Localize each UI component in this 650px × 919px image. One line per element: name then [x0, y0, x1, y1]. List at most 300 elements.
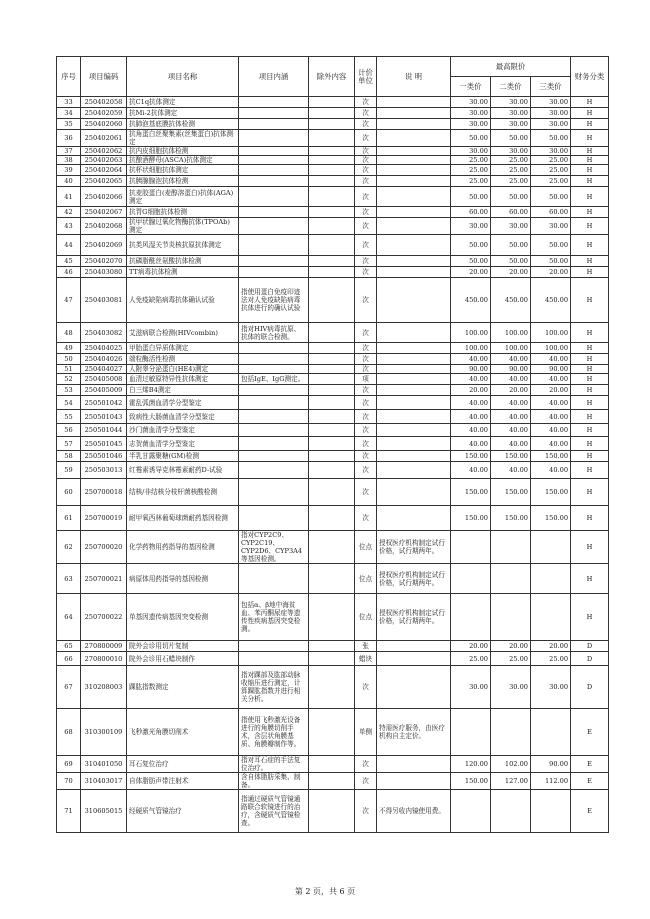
table-row	[57, 176, 609, 187]
row-price-class1: 40.00	[451, 437, 491, 451]
row-notes	[377, 506, 451, 531]
row-code: 310401050	[81, 756, 127, 773]
row-content	[239, 218, 309, 235]
row-exclusions	[309, 147, 355, 156]
row-exclusions	[309, 365, 355, 374]
row-content	[239, 130, 309, 147]
row-name: 抗磷脂酰丝氨酸抗体检测	[127, 256, 239, 267]
row-seq: 66	[57, 652, 81, 666]
row-exclusions	[309, 709, 355, 756]
header-content: 项目内涵	[239, 57, 309, 97]
table-row	[57, 374, 609, 385]
row-price-class1	[451, 564, 491, 594]
row-code: 250402065	[81, 176, 127, 187]
row-price-class3: 50.00	[531, 256, 571, 267]
row-exclusions	[309, 187, 355, 207]
row-code: 250402066	[81, 187, 127, 207]
row-notes	[377, 652, 451, 666]
row-seq: 69	[57, 756, 81, 773]
row-price-class2: 102.00	[491, 756, 531, 773]
row-notes	[377, 256, 451, 267]
row-unit: 次	[355, 479, 377, 506]
row-unit: 次	[355, 130, 377, 147]
row-exclusions	[309, 652, 355, 666]
row-code: 250404026	[81, 354, 127, 365]
table-row	[57, 506, 609, 531]
row-name: 经硬质气管镜治疗	[127, 790, 239, 833]
table-row	[57, 256, 609, 267]
row-content	[239, 424, 309, 437]
row-name: 艾滋病联合检测(HIVcombin)	[127, 323, 239, 343]
row-price-class3: 40.00	[531, 396, 571, 410]
row-price-class1	[451, 594, 491, 641]
row-name: TT病毒抗体检测	[127, 267, 239, 278]
row-seq: 51	[57, 365, 81, 374]
row-price-class3: 50.00	[531, 187, 571, 207]
row-name: 白三烯B4测定	[127, 385, 239, 396]
row-finance-category: H	[571, 165, 609, 176]
row-name: 抗胃G细胞抗体检测	[127, 207, 239, 218]
row-price-class2: 25.00	[491, 156, 531, 165]
row-price-class3	[531, 790, 571, 833]
row-price-class1: 100.00	[451, 323, 491, 343]
table-row	[57, 652, 609, 666]
header-finance-category: 财务分类	[571, 57, 609, 97]
table-row	[57, 343, 609, 354]
row-price-class1: 30.00	[451, 108, 491, 119]
row-price-class1: 30.00	[451, 119, 491, 130]
row-exclusions	[309, 790, 355, 833]
row-content: 指对HIV病毒抗原、抗体的联合检测。	[239, 323, 309, 343]
row-price-class3: 30.00	[531, 97, 571, 108]
row-content: 包括IgE、IgG测定。	[239, 374, 309, 385]
row-name: 化学药物用药指导的基因检测	[127, 531, 239, 564]
row-finance-category: H	[571, 147, 609, 156]
row-code: 250402060	[81, 119, 127, 130]
row-price-class2: 127.00	[491, 773, 531, 790]
row-code: 270800010	[81, 652, 127, 666]
row-price-class3: 50.00	[531, 235, 571, 256]
row-content	[239, 267, 309, 278]
row-exclusions	[309, 666, 355, 709]
row-name: 沙门菌血清学分型鉴定	[127, 424, 239, 437]
row-code: 250402059	[81, 108, 127, 119]
row-price-class3: 150.00	[531, 451, 571, 462]
table-row	[57, 564, 609, 594]
row-exclusions	[309, 235, 355, 256]
row-unit: 次	[355, 790, 377, 833]
row-code: 250700020	[81, 531, 127, 564]
row-exclusions	[309, 756, 355, 773]
row-seq: 63	[57, 564, 81, 594]
row-notes	[377, 424, 451, 437]
row-price-class1	[451, 531, 491, 564]
table-row	[57, 594, 609, 641]
row-code: 250403080	[81, 267, 127, 278]
row-price-class1: 50.00	[451, 130, 491, 147]
table-row	[57, 410, 609, 424]
price-table	[56, 56, 609, 833]
row-price-class2: 60.00	[491, 207, 531, 218]
row-price-class3: 40.00	[531, 437, 571, 451]
row-notes	[377, 773, 451, 790]
table-row	[57, 323, 609, 343]
row-price-class2	[491, 790, 531, 833]
table-row	[57, 462, 609, 479]
row-content	[239, 479, 309, 506]
row-price-class2: 30.00	[491, 108, 531, 119]
row-price-class1: 40.00	[451, 424, 491, 437]
row-finance-category: H	[571, 156, 609, 165]
table-row	[57, 119, 609, 130]
row-price-class2: 100.00	[491, 343, 531, 354]
table-body	[57, 97, 609, 833]
row-notes	[377, 130, 451, 147]
row-price-class2: 450.00	[491, 278, 531, 323]
row-exclusions	[309, 130, 355, 147]
row-code: 250402070	[81, 256, 127, 267]
row-price-class3: 90.00	[531, 756, 571, 773]
row-seq: 42	[57, 207, 81, 218]
row-finance-category: H	[571, 506, 609, 531]
row-name: 抗C1q抗体测定	[127, 97, 239, 108]
row-seq: 65	[57, 641, 81, 652]
row-seq: 39	[57, 165, 81, 176]
row-price-class3: 150.00	[531, 479, 571, 506]
row-name: 端粒酶活性检测	[127, 354, 239, 365]
row-code: 250402062	[81, 147, 127, 156]
row-code: 250501044	[81, 424, 127, 437]
row-price-class3	[531, 709, 571, 756]
row-unit: 次	[355, 235, 377, 256]
row-exclusions	[309, 343, 355, 354]
row-seq: 35	[57, 119, 81, 130]
row-finance-category: E	[571, 790, 609, 833]
row-exclusions	[309, 641, 355, 652]
row-price-class3: 25.00	[531, 156, 571, 165]
row-content	[239, 410, 309, 424]
row-finance-category: H	[571, 374, 609, 385]
table-row	[57, 165, 609, 176]
row-seq: 70	[57, 773, 81, 790]
row-name: 志贺菌血清学分型鉴定	[127, 437, 239, 451]
table-row	[57, 130, 609, 147]
row-content: 指对踝部及肱部动脉收缩压进行测定，计算踝肱指数并进行相关分析。	[239, 666, 309, 709]
row-exclusions	[309, 773, 355, 790]
row-content: 指对CYP2C9、CYP2C19、CYP2D6、CYP3A4等基因检测。	[239, 531, 309, 564]
row-content	[239, 385, 309, 396]
row-notes	[377, 385, 451, 396]
row-code: 250501043	[81, 410, 127, 424]
row-seq: 61	[57, 506, 81, 531]
row-notes	[377, 410, 451, 424]
row-content	[239, 147, 309, 156]
row-code: 250402061	[81, 130, 127, 147]
row-code: 250405008	[81, 374, 127, 385]
row-price-class1: 30.00	[451, 218, 491, 235]
row-exclusions	[309, 108, 355, 119]
row-seq: 60	[57, 479, 81, 506]
row-finance-category: H	[571, 256, 609, 267]
table-row	[57, 207, 609, 218]
row-price-class2: 40.00	[491, 354, 531, 365]
table-row	[57, 396, 609, 410]
row-name: 抗内皮细胞抗体检测	[127, 147, 239, 156]
row-seq: 49	[57, 343, 81, 354]
row-notes: 不得另收内镜使用费。	[377, 790, 451, 833]
row-content	[239, 641, 309, 652]
row-price-class3: 30.00	[531, 108, 571, 119]
row-exclusions	[309, 374, 355, 385]
row-name: 院外会诊用石蜡块制作	[127, 652, 239, 666]
table-row	[57, 709, 609, 756]
row-name: 院外会诊用切片复制	[127, 641, 239, 652]
row-price-class3: 20.00	[531, 267, 571, 278]
row-name: 耳石复位治疗	[127, 756, 239, 773]
table-row	[57, 790, 609, 833]
row-name: 甲胎蛋白异质体测定	[127, 343, 239, 354]
row-finance-category: H	[571, 354, 609, 365]
row-unit: 次	[355, 385, 377, 396]
row-notes	[377, 207, 451, 218]
row-price-class1: 30.00	[451, 666, 491, 709]
row-price-class3: 60.00	[531, 207, 571, 218]
row-price-class2: 20.00	[491, 641, 531, 652]
row-notes	[377, 641, 451, 652]
row-content: 含自体脂肪采集、制备。	[239, 773, 309, 790]
row-unit: 次	[355, 506, 377, 531]
row-price-class1: 90.00	[451, 365, 491, 374]
row-notes	[377, 666, 451, 709]
row-unit: 次	[355, 218, 377, 235]
row-price-class1: 150.00	[451, 451, 491, 462]
row-exclusions	[309, 451, 355, 462]
row-unit: 次	[355, 462, 377, 479]
row-content: 指对耳石症的手法复位治疗。	[239, 756, 309, 773]
row-name: 抗胰腺腺泡抗体检测	[127, 176, 239, 187]
row-name: 霍乱弧菌血清学分型鉴定	[127, 396, 239, 410]
table-row	[57, 108, 609, 119]
row-price-class2: 40.00	[491, 437, 531, 451]
row-exclusions	[309, 207, 355, 218]
row-name: 抗杯状细胞抗体测定	[127, 165, 239, 176]
table-row	[57, 187, 609, 207]
row-finance-category: H	[571, 594, 609, 641]
row-code: 250501046	[81, 451, 127, 462]
row-name: 结核/非结核分枝杆菌核酸检测	[127, 479, 239, 506]
row-seq: 71	[57, 790, 81, 833]
table-row	[57, 424, 609, 437]
row-code: 310605015	[81, 790, 127, 833]
row-price-class2: 50.00	[491, 235, 531, 256]
row-seq: 58	[57, 451, 81, 462]
row-price-class3: 50.00	[531, 130, 571, 147]
row-code: 250501042	[81, 396, 127, 410]
row-finance-category: H	[571, 396, 609, 410]
row-price-class1: 40.00	[451, 374, 491, 385]
row-unit: 次	[355, 756, 377, 773]
row-price-class1: 25.00	[451, 156, 491, 165]
row-price-class1: 120.00	[451, 756, 491, 773]
row-price-class1: 40.00	[451, 354, 491, 365]
row-code: 270800009	[81, 641, 127, 652]
row-exclusions	[309, 564, 355, 594]
row-notes: 特需医疗服务，由医疗机构自主定价。	[377, 709, 451, 756]
row-finance-category: D	[571, 641, 609, 652]
row-finance-category: H	[571, 410, 609, 424]
row-exclusions	[309, 278, 355, 323]
row-finance-category: H	[571, 267, 609, 278]
table-row	[57, 451, 609, 462]
row-content	[239, 437, 309, 451]
row-price-class2: 150.00	[491, 479, 531, 506]
row-unit: 次	[355, 773, 377, 790]
row-exclusions	[309, 97, 355, 108]
row-price-class3: 100.00	[531, 323, 571, 343]
row-price-class1: 40.00	[451, 396, 491, 410]
row-price-class2	[491, 531, 531, 564]
row-price-class1	[451, 790, 491, 833]
row-price-class3: 40.00	[531, 354, 571, 365]
row-name: 人附睾分泌蛋白(HE4)测定	[127, 365, 239, 374]
row-content	[239, 119, 309, 130]
row-price-class3: 30.00	[531, 666, 571, 709]
row-exclusions	[309, 479, 355, 506]
row-code: 250402058	[81, 97, 127, 108]
row-seq: 64	[57, 594, 81, 641]
row-notes	[377, 187, 451, 207]
row-seq: 37	[57, 147, 81, 156]
row-code: 250403081	[81, 278, 127, 323]
row-price-class3: 40.00	[531, 462, 571, 479]
row-notes	[377, 343, 451, 354]
row-price-class3: 112.00	[531, 773, 571, 790]
row-price-class2: 20.00	[491, 385, 531, 396]
row-name: 抗肺泡基底膜抗体检测	[127, 119, 239, 130]
row-code: 250402064	[81, 165, 127, 176]
header-code: 项目编码	[81, 57, 127, 97]
row-code: 250402068	[81, 218, 127, 235]
row-price-class1: 20.00	[451, 641, 491, 652]
row-price-class3	[531, 594, 571, 641]
row-finance-category: H	[571, 462, 609, 479]
row-seq: 34	[57, 108, 81, 119]
row-price-class3: 450.00	[531, 278, 571, 323]
row-name: 半乳甘露聚糖(GM)检测	[127, 451, 239, 462]
row-finance-category: H	[571, 176, 609, 187]
row-content: 指使用飞秒激光设备进行的角膜切削手术，含层状角膜基质、角膜瓣制作等。	[239, 709, 309, 756]
row-seq: 57	[57, 437, 81, 451]
row-price-class3: 30.00	[531, 147, 571, 156]
row-exclusions	[309, 267, 355, 278]
row-price-class3: 20.00	[531, 385, 571, 396]
row-code: 250402063	[81, 156, 127, 165]
row-unit: 位点	[355, 531, 377, 564]
row-notes	[377, 235, 451, 256]
row-finance-category: H	[571, 479, 609, 506]
row-price-class1: 30.00	[451, 147, 491, 156]
table-row	[57, 641, 609, 652]
row-unit: 次	[355, 424, 377, 437]
row-code: 310300109	[81, 709, 127, 756]
row-price-class3: 40.00	[531, 424, 571, 437]
row-price-class2: 40.00	[491, 462, 531, 479]
row-unit: 次	[355, 666, 377, 709]
row-content: 指使用蛋白免疫印迹法对人免疫缺陷病毒抗体进行的确认试验	[239, 278, 309, 323]
row-price-class2: 40.00	[491, 410, 531, 424]
row-price-class2: 150.00	[491, 506, 531, 531]
row-unit: 次	[355, 165, 377, 176]
row-content	[239, 176, 309, 187]
row-seq: 67	[57, 666, 81, 709]
row-price-class1: 100.00	[451, 343, 491, 354]
row-price-class1: 50.00	[451, 235, 491, 256]
row-unit: 张	[355, 641, 377, 652]
row-unit: 次	[355, 187, 377, 207]
row-exclusions	[309, 156, 355, 165]
row-unit: 次	[355, 97, 377, 108]
row-content	[239, 256, 309, 267]
row-price-class2: 25.00	[491, 176, 531, 187]
row-exclusions	[309, 396, 355, 410]
row-unit: 次	[355, 323, 377, 343]
row-seq: 68	[57, 709, 81, 756]
row-exclusions	[309, 594, 355, 641]
table-row	[57, 385, 609, 396]
row-finance-category: H	[571, 235, 609, 256]
row-notes	[377, 267, 451, 278]
row-finance-category: H	[571, 130, 609, 147]
row-seq: 50	[57, 354, 81, 365]
row-price-class2: 25.00	[491, 165, 531, 176]
row-notes	[377, 451, 451, 462]
row-unit: 次	[355, 365, 377, 374]
row-price-class1: 40.00	[451, 462, 491, 479]
row-exclusions	[309, 323, 355, 343]
row-notes: 授权医疗机构制定试行价格，试行期两年。	[377, 564, 451, 594]
row-price-class1: 25.00	[451, 176, 491, 187]
table-row	[57, 235, 609, 256]
row-finance-category: H	[571, 531, 609, 564]
row-code: 250700022	[81, 594, 127, 641]
row-price-class1: 20.00	[451, 385, 491, 396]
row-price-class2	[491, 709, 531, 756]
row-content	[239, 343, 309, 354]
row-content	[239, 207, 309, 218]
row-unit: 次	[355, 354, 377, 365]
row-price-class1: 150.00	[451, 506, 491, 531]
row-notes	[377, 108, 451, 119]
row-price-class3: 30.00	[531, 218, 571, 235]
row-price-class3: 30.00	[531, 119, 571, 130]
row-unit: 次	[355, 437, 377, 451]
row-name: 人免疫缺陷病毒抗体确认试验	[127, 278, 239, 323]
row-price-class2: 150.00	[491, 451, 531, 462]
table-row	[57, 156, 609, 165]
row-price-class2: 20.00	[491, 267, 531, 278]
table-row	[57, 479, 609, 506]
row-unit: 次	[355, 451, 377, 462]
row-notes	[377, 119, 451, 130]
row-finance-category: D	[571, 652, 609, 666]
table-row	[57, 365, 609, 374]
row-content	[239, 108, 309, 119]
row-price-class1: 40.00	[451, 410, 491, 424]
table-row	[57, 278, 609, 323]
row-unit: 次	[355, 207, 377, 218]
row-seq: 48	[57, 323, 81, 343]
row-notes	[377, 147, 451, 156]
